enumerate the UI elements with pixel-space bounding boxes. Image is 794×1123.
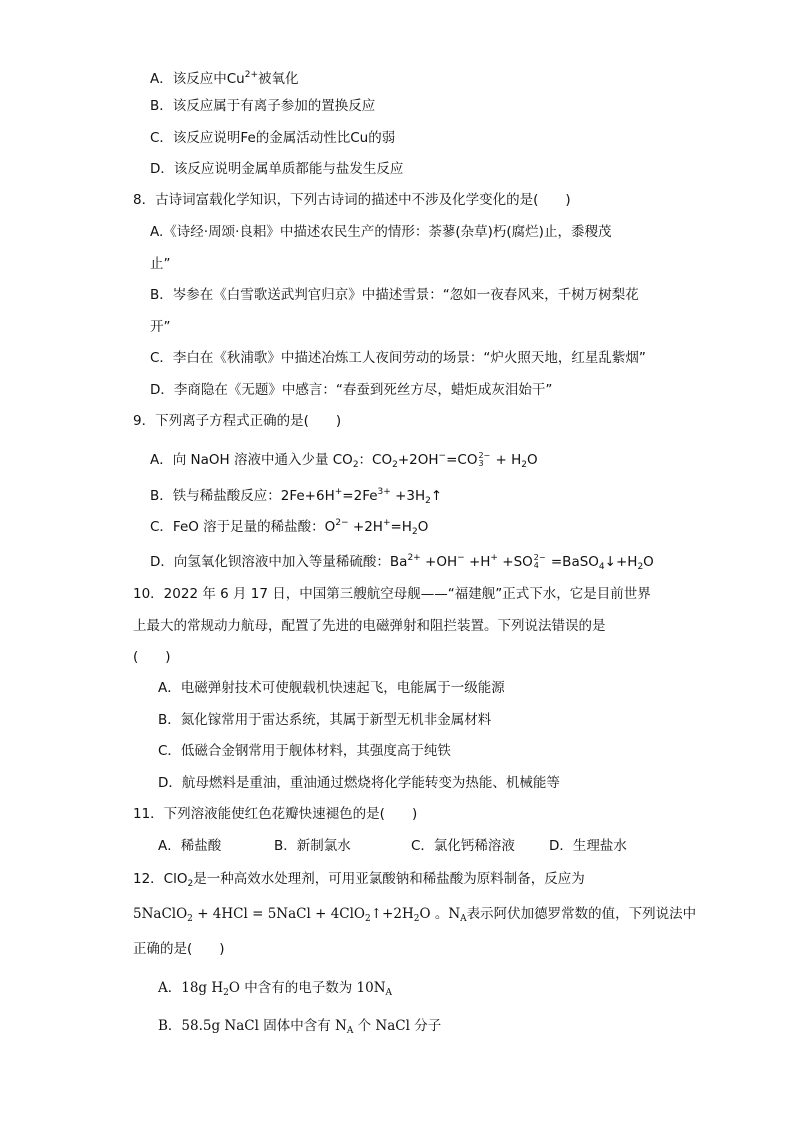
option-9b: B．铁与稀盐酸反应：$2Fe+6H^+=2Fe^{3+}$ $+3H_2↑$: [150, 487, 443, 506]
question-10-line2: 上最大的常规动力航母，配置了先进的电磁弹射和阻拦装置。下列说法错误的是: [133, 618, 606, 634]
question-12-line3: 正确的是( ): [133, 941, 225, 957]
question-9: 9．下列离子方程式正确的是( ): [133, 413, 342, 429]
option-9c: C．FeO 溶于足量的稀盐酸：$O^{2-} +2H^+=H_2O$: [150, 518, 429, 537]
option-8c: C．李白在《秋浦歌》中描述冶炼工人夜间劳动的场景：“炉火照天地，红星乱紫烟”: [150, 350, 646, 366]
option-11c: C．氯化钙稀溶液: [411, 838, 515, 854]
question-10-line3: ( ): [133, 649, 171, 665]
option-8a-line1: A.《诗经·周颂·良耜》中描述农民生产的情形：荼蓼(杂草)朽(腐烂)止，黍稷茂: [150, 224, 612, 240]
option-12b: B．58.5g NaCl 固体中含有 $N_A$ 个 NaCl 分子: [158, 1018, 442, 1036]
option-11a: A．稀盐酸: [158, 838, 222, 854]
question-12-line2: 5NaClO$_2$ + 4HCl = 5NaCl + $4ClO_2↑+2H_2O$ 。$N_A$表示阿伏加德罗常数的值，下列说法中: [133, 906, 697, 924]
question-10-line1: 10．2022 年 6 月 17 日，中国第三艘航空母舰——“福建舰”正式下水，它是目前世界: [133, 586, 651, 602]
option-9a: A．向 NaOH 溶液中通入少量 $CO_2$：$CO_2+2OH^-=CO$ 2− 3 + $H_2O$: [150, 451, 538, 470]
option-8a-line2: 止”: [150, 256, 171, 272]
option-10b: B．氮化镓常用于雷达系统，其属于新型无机非金属材料: [158, 712, 492, 728]
option-7d: D．该反应说明金属单质都能与盐发生反应: [150, 161, 404, 177]
option-8b-line2: 开”: [150, 319, 171, 335]
option-10d: D．航母燃料是重油，重油通过燃烧将化学能转变为热能、机械能等: [158, 775, 560, 791]
question-8: 8．古诗词富载化学知识，下列古诗词的描述中不涉及化学变化的是( ): [133, 192, 571, 208]
option-7b: B．该反应属于有离子参加的置换反应: [150, 98, 376, 114]
option-12a: A．18g $H_2O$ 中含有的电子数为 $10N_A$: [158, 980, 393, 998]
option-8b-line1: B．岑参在《白雪歌送武判官归京》中描述雪景：“忽如一夜春风来，千树万树梨花: [150, 287, 639, 303]
question-11: 11．下列溶液能使红色花瓣快速褪色的是( ): [133, 806, 418, 822]
question-12-line1: 12．ClO$_2$是一种高效水处理剂，可用亚氯酸钠和稀盐酸为原料制备，反应为: [133, 871, 585, 889]
option-11d: D．生理盐水: [549, 838, 627, 854]
option-10a: A．电磁弹射技术可使舰载机快速起飞，电能属于一级能源: [158, 680, 505, 696]
option-9d: D．向氢氧化钡溶液中加入等量稀硫酸：$Ba^{2+} +OH^- +H^+ +SO$ 2− 4 $=BaSO_4↓+H_2O$: [150, 553, 654, 572]
option-8d: D．李商隐在《无题》中感言：“春蚕到死丝方尽，蜡炬成灰泪始干”: [150, 382, 553, 398]
option-11b: B．新制氯水: [274, 838, 351, 854]
option-7c: C．该反应说明Fe的金属活动性比Cu的弱: [150, 130, 396, 146]
option-7a: A．该反应中$Cu^{2+}$被氧化: [150, 70, 299, 87]
option-10c: C．低磁合金钢常用于舰体材料，其强度高于纯铁: [158, 743, 451, 759]
